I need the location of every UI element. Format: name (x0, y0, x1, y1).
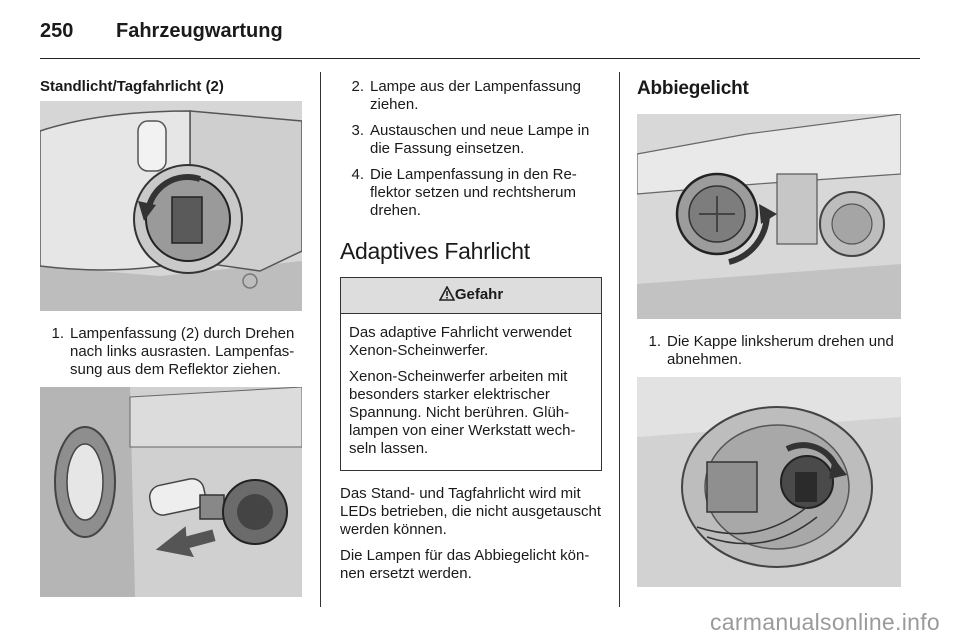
page-number: 250 (40, 20, 74, 42)
col1-steps (40, 325, 302, 379)
watermark: carmanualsonline.info (709, 609, 940, 635)
abbiegelicht-heading: Abbiegelicht (637, 78, 749, 99)
figure-bulb-access (637, 377, 901, 587)
page-header (40, 18, 920, 59)
list-item: 3. Austauschen und neue Lampe in die Fassung einsetzen. (351, 122, 590, 157)
col3-steps (637, 333, 901, 369)
column-2 (340, 78, 602, 591)
list-item: 1. Die Kappe linksherum drehen und abnehmen. (648, 333, 894, 368)
body-text: Die Lampen für das Abbiegelicht können ersetzt werden. (340, 547, 590, 582)
warning-text: Xenon-Scheinwerfer arbeiten mit besonders starker elektrischer Spannung. Nicht berühren. Glühlampen von einer Werkstatt wechseln lassen. (349, 368, 576, 457)
figure-bulb-removal (40, 387, 302, 597)
column-3 (637, 78, 901, 587)
list-item: 1. Lampenfassung (2) durch Drehen nach links ausrasten. Lampenfassung aus dem Reflektor ziehen. (51, 325, 295, 378)
list-item: 2. Lampe aus der Lampenfassung ziehen. (351, 78, 581, 113)
list-item: 4. Die Lampenfassung in den Reflektor setzen und rechtsherum drehen. (351, 166, 577, 219)
warning-triangle-icon (439, 286, 455, 305)
warning-title: Gefahr (454, 286, 504, 303)
figure-bulb-socket-rotate (40, 101, 302, 311)
column-divider (619, 72, 620, 607)
warning-header (341, 278, 601, 314)
body-text: Das Stand- und Tagfahrlicht wird mit LEDs betrieben, die nicht ausgetauscht werden können. (340, 485, 601, 538)
adaptives-fahrlicht-heading: Adaptives Fahrlicht (340, 238, 530, 264)
page-title: Fahrzeugwartung (116, 20, 283, 42)
figure-cap-removal (637, 114, 901, 319)
warning-text: Das adaptive Fahrlicht verwendet Xenon-Scheinwerfer. (349, 324, 572, 359)
warning-body (341, 314, 601, 470)
warning-box (340, 277, 602, 471)
column-1 (40, 78, 302, 597)
col2-steps (340, 78, 602, 220)
standlicht-heading: Standlicht/Tagfahrlicht (2) (40, 78, 224, 95)
column-divider (320, 72, 321, 607)
